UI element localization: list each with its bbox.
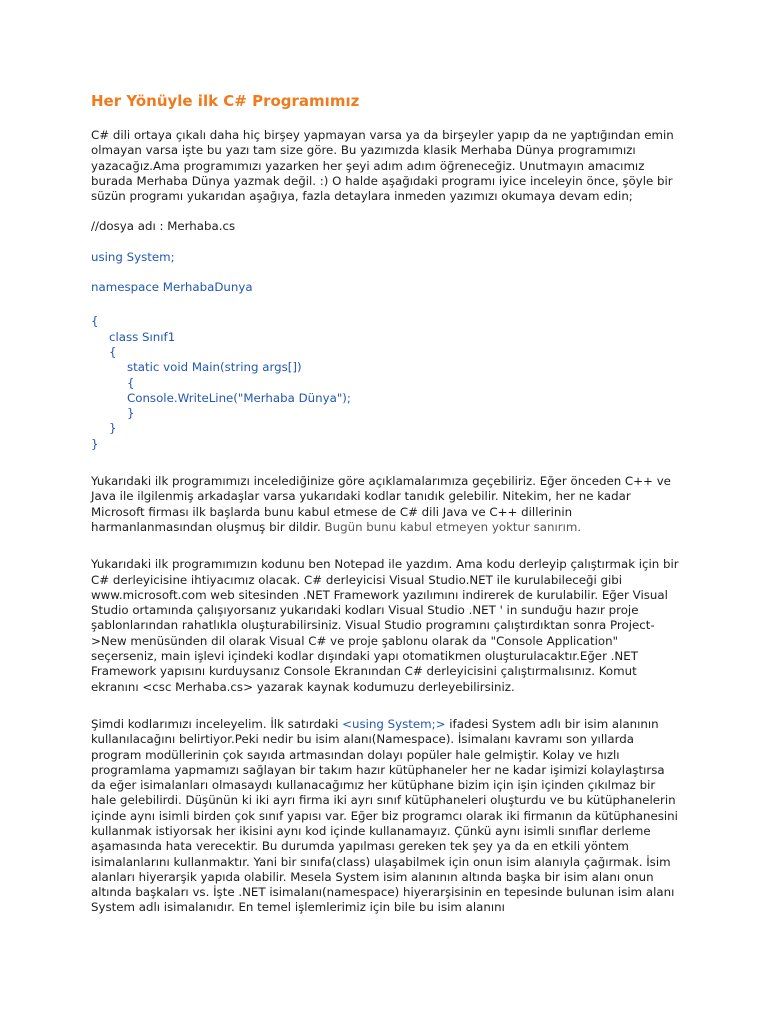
code-line: } [91, 436, 99, 451]
code-line: class Sınıf1 [109, 329, 176, 344]
code-line: Console.WriteLine("Merhaba Dünya"); [127, 390, 351, 405]
compiler-paragraph: Yukarıdaki ilk programımızın kodunu ben Notepad ile yazdım. Ama kodu derleyip çalıştırmak için bir C# derleyicisine ihtiyacımız olacak. C# derleyicisi Visual Studio.NET ile kurulabileceği gibi www.microsoft.com web sitesinden .NET Framework yazılımını indirerek de kurulabilir. Eğer Visual Studio ortamında çalışıyorsanız yukarıdaki kodları Visual Studio .NET ' in sunduğu hazır proje şablonlarından rahatlıkla oluşturabilirsiniz. Visual Studio programını çalıştırdıktan sonra Project->New menüsünden dil olarak Visual C# ve proje şablonu olarak da "Console Application" seçerseniz, main işlevi içindeki kodlar dışındaki yapı otomatikmen oluşturulacaktır.Eğer .NET Framework yapısını kurduysanız Console Ekranından C# derleyicisini çalıştırmalısınız. Komut ekranını <csc Merhaba.cs> yazarak kaynak kodumuzu derleyebilirsiniz. [91, 557, 679, 694]
code-block [91, 314, 681, 452]
namespace-text-rest: ifadesi System adlı bir isim alanının kullanılacağını belirtiyor.Peki nedir bu isim alanı(Namespace). İsimalanı kavramı son yıllarda program modüllerinin çok sayıda artmasından dolayı popüler hale gelmiştir. Kolay ve hızlı programlama yapmamızı sağlayan bir takım hazır kütüphaneler her ne kadar işimizi kolaylaştırsa da eğer isimalanları olmasaydı kullanacağımız her kütüphane bizim için işin içinden çıkılmaz bir hale gelebilirdi. Düşünün ki iki ayrı firma iki ayrı sınıf kütüphaneleri oluşturdu ve bu kütüphanelerin içinde aynı isimli birden çok sınıf yapısı var. Eğer biz programcı olarak iki firmanın da kütüphanesini kullanmak istiyorsak her ikisini aynı kod içinde kullanamayız. Çünkü aynı isimli sınıflar derleme aşamasında hata verecektir. Bu durumda yapılması gereken tek şey ya da en etkili yöntem isimalanlarını kullanmaktır. Yani bir sınıfa(class) ulaşabilmek için onun isim alanıyla çağırmak. İsim alanları hiyerarşik yapıda olabilir. Mesela System isim alanının altında başka bir isim alanı onun altında başkaları vs. İşte .NET isimalanı(namespace) hiyerarşisinin en tepesinde bulunan isim alanı System adlı isimalanıdır. En temel işlemlerimiz için bile bu isim alanını [91, 716, 678, 915]
inline-code: <using System;> [342, 716, 446, 731]
namespace-paragraph [91, 717, 681, 916]
code-comment-line: //dosya adı : Merhaba.cs [91, 219, 236, 234]
code-using-line: using System; [91, 249, 175, 264]
code-line: { [109, 344, 117, 359]
page-title: Her Yönüyle ilk C# Programımız [91, 92, 360, 110]
explanation-paragraph [91, 474, 681, 535]
code-line: } [109, 421, 117, 436]
namespace-text-start: Şimdi kodlarımızı inceleyelim. İlk satırdaki [91, 716, 343, 731]
explanation-tail-text: Bugün bunu kabul etmeyen yoktur sanırım. [320, 519, 582, 534]
article-body [91, 128, 681, 916]
explanation-text: Yukarıdaki ilk programımızı incelediğinize göre açıklamalarımıza geçebiliriz. Eğer önceden C++ ve Java ile ilgilenmiş arkadaşlar varsa yukarıdaki kodlar tanıdık gelebilir. Nitekim, her ne kadar Microsoft firması ilk başlarda bunu kabul etmese de C# dili Java ve C++ dillerinin harmanlanmasından oluşmuş bir dildir. [91, 474, 671, 534]
code-line: { [91, 314, 99, 329]
code-line: static void Main(string args[]) [127, 360, 302, 375]
code-line: } [127, 406, 135, 421]
code-line: { [127, 375, 135, 390]
code-namespace-line: namespace MerhabaDunya [91, 280, 253, 295]
intro-paragraph: C# dili ortaya çıkalı daha hiç birşey yapmayan varsa ya da birşeyler yapıp da ne yaptığından emin olmayan varsa işte bu yazı tam size göre. Bu yazımızda klasik Merhaba Dünya programımızı yazacağız.Ama programımızı yazarken her şeyi adım adım öğreneceğiz. Unutmayın amacımız burada Merhaba Dünya yazmak değil. :) O halde aşağıdaki programı iyice inceleyin önce, şöyle bir süzün programı yukarıdan aşağıya, fazla detaylara inmeden yazımızı okumaya devam edin; [91, 128, 674, 204]
